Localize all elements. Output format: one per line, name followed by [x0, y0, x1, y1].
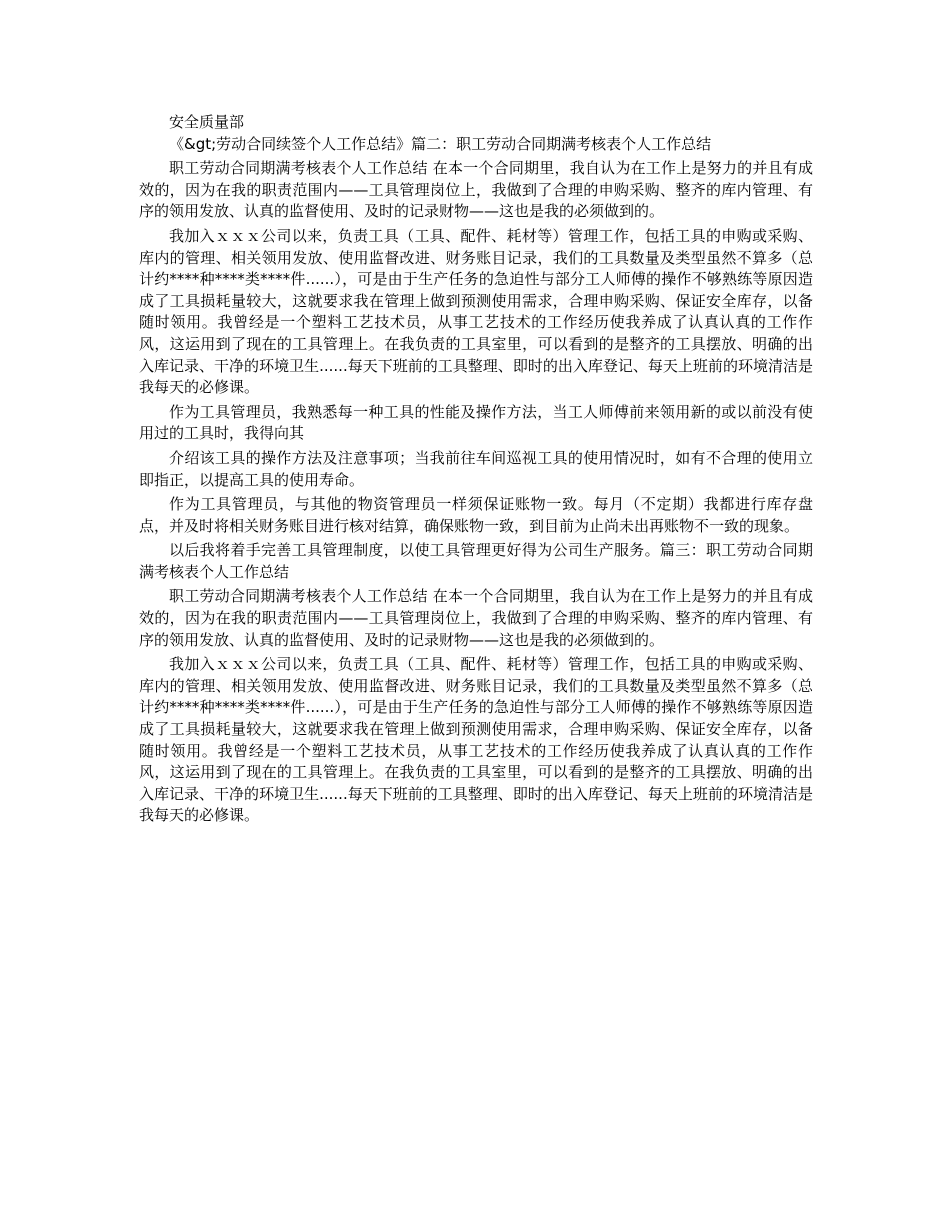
department-line: 安全质量部: [169, 113, 245, 131]
paragraph-summary-intro-repeat: 职工劳动合同期满考核表个人工作总结 在本一个合同期里，我自认为在工作上是努力的并且有成效的，因为在我的职责范围内——工具管理岗位上，我做到了合理的申购采购、整齐的库内管理、有序的领用发放、认真的监督使用、及时的记录财物——这也是我的必须做到的。: [139, 587, 813, 649]
paragraph-future-plan: 以后我将着手完善工具管理制度，以使工具管理更好得为公司生产服务。篇三：职工劳动合同期满考核表个人工作总结: [139, 541, 813, 581]
section-heading-part-two: 《&gt;劳动合同续签个人工作总结》篇二：职工劳动合同期满考核表个人工作总结: [169, 134, 712, 153]
paragraph-summary-intro: 职工劳动合同期满考核表个人工作总结 在本一个合同期里，我自认为在工作上是努力的并且有成效的，因为在我的职责范围内——工具管理岗位上，我做到了合理的申购采购、整齐的库内管理、有序的领用发放、认真的监督使用、及时的记录财物——这也是我的必须做到的。: [139, 159, 813, 221]
paragraph-inventory-check: 作为工具管理员，与其他的物资管理员一样须保证账物一致。每月（不定期）我都进行库存盘点，并及时将相关财务账目进行核对结算，确保账物一致，到目前为止尚未出再账物不一致的现象。: [139, 495, 813, 535]
paragraph-tool-instruction: 介绍该工具的操作方法及注意事项；当我前往车间巡视工具的使用情况时，如有不合理的使用立即指正，以提高工具的使用寿命。: [139, 448, 813, 489]
document-page: [139, 112, 813, 827]
paragraph-job-duties-repeat: 我加入ｘｘｘ公司以来，负责工具（工具、配件、耗材等）管理工作，包括工具的申购或采购、库内的管理、相关领用发放、使用监督改进、财务账目记录，我们的工具数量及类型虽然不算多（总计约****种****类****件......），可是由于生产任务的急迫性与部分工人师傅的操作不够熟练等原因造成了工具损耗量较大，这就要求我在管理上做到预测使用需求，合理申购采购、保证安全库存，以备随时领用。我曾经是一个塑料工艺技术员，从事工艺技术的工作经历使我养成了认真认真的工作作风，这运用到了现在的工具管理上。在我负责的工具室里，可以看到的是整齐的工具摆放、明确的出入库记录、干净的环境卫生......每天下班前的工具整理、即时的出入库登记、每天上班前的环境清洁是我每天的必修课。: [139, 655, 813, 825]
paragraph-job-duties: 我加入ｘｘｘ公司以来，负责工具（工具、配件、耗材等）管理工作，包括工具的申购或采购、库内的管理、相关领用发放、使用监督改进、财务账目记录，我们的工具数量及类型虽然不算多（总计约****种****类****件......），可是由于生产任务的急迫性与部分工人师傅的操作不够熟练等原因造成了工具损耗量较大，这就要求我在管理上做到预测使用需求，合理申购采购、保证安全库存，以备随时领用。我曾经是一个塑料工艺技术员，从事工艺技术的工作经历使我养成了认真认真的工作作风，这运用到了现在的工具管理上。在我负责的工具室里，可以看到的是整齐的工具摆放、明确的出入库记录、干净的环境卫生......每天下班前的工具整理、即时的出入库登记、每天上班前的环境清洁是我每天的必修课。: [139, 226, 813, 397]
paragraph-tool-knowledge: 作为工具管理员，我熟悉每一种工具的性能及操作方法，当工人师傅前来领用新的或以前没有使用过的工具时，我得向其: [139, 402, 813, 443]
